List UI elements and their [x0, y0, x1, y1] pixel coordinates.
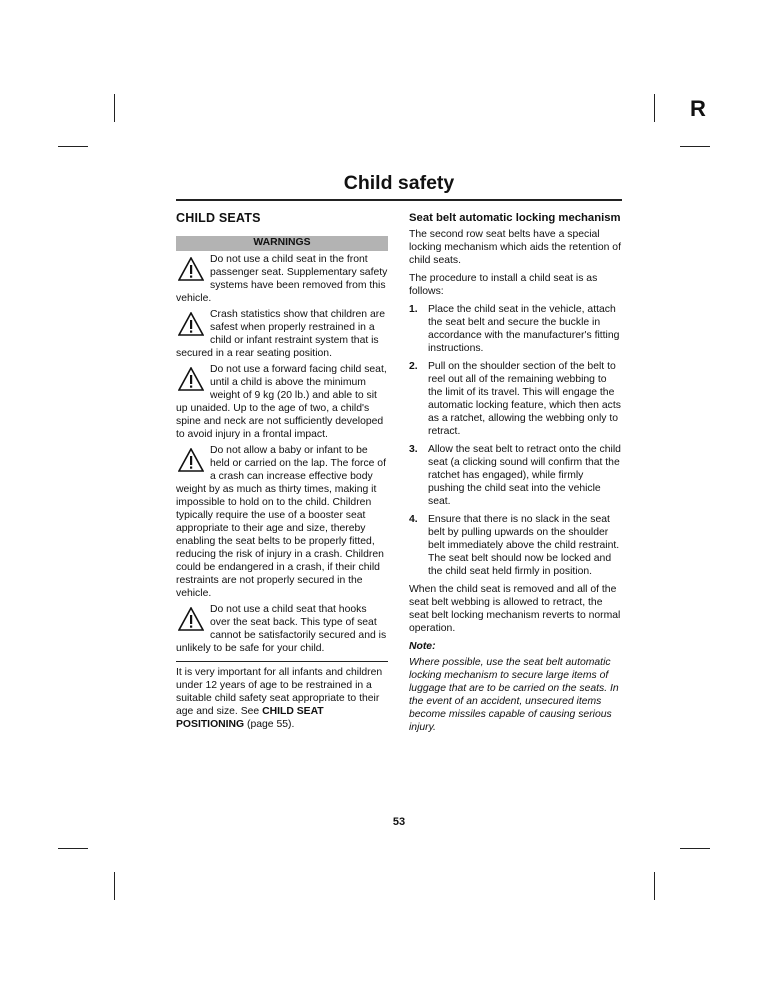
- title-rule: [176, 199, 622, 201]
- cross-reference-link[interactable]: CHILD SEAT POSITIONING: [176, 706, 324, 730]
- child-seats-heading: CHILD SEATS: [176, 211, 261, 225]
- step-text: Place the child seat in the vehicle, attach the seat belt and secure the buckle in accordance with the manufacturer's fitting instructions.: [428, 304, 620, 354]
- intro-paragraph: The second row seat belts have a special locking mechanism which aids the retention of child seats.: [409, 229, 621, 266]
- step-number: 1.: [409, 304, 418, 315]
- crop-mark-bottom-left-h: [58, 848, 88, 849]
- warning-item: [176, 444, 388, 600]
- warning-triangle-icon: [178, 367, 204, 391]
- step-number: 3.: [409, 444, 418, 455]
- note-label: Note:: [409, 641, 436, 652]
- step-item: [409, 360, 621, 438]
- warning-item: [176, 363, 388, 441]
- warning-triangle-icon: [178, 257, 204, 281]
- right-column: [409, 212, 621, 739]
- left-column: [176, 212, 388, 736]
- step-item: [409, 513, 621, 578]
- crop-mark-bottom-left: [114, 872, 115, 900]
- warning-item: [176, 603, 388, 655]
- step-number: 4.: [409, 514, 418, 525]
- body-text: It is very important for all infants and children under 12 years of age to be restrained in a suitable child safety seat appropriate to their age and size. See: [176, 667, 383, 717]
- crop-mark-top-right-h: [680, 146, 710, 147]
- warning-item: [176, 253, 388, 305]
- warning-text: Do not use a child seat that hooks over the seat back. This type of seat cannot be satisfactorily secured and is unlikely to be safe for your child.: [176, 604, 387, 654]
- warning-triangle-icon: [178, 312, 204, 336]
- warning-triangle-icon: [178, 607, 204, 631]
- crop-mark-bottom-right-h: [680, 848, 710, 849]
- procedure-intro: The procedure to install a child seat is as follows:: [409, 273, 598, 297]
- step-item: [409, 443, 621, 508]
- warnings-end-rule: [176, 661, 388, 662]
- warning-text: Do not use a forward facing child seat, until a child is above the minimum weight of 9 kg (20 lb.) and able to sit up unaided. Up to the age of two, a child's spine and neck are not sufficiently developed to avoid injury in a frontal impact.: [176, 364, 387, 440]
- crop-mark-top-left-h: [58, 146, 88, 147]
- step-number: 2.: [409, 361, 418, 372]
- step-text: Pull on the shoulder section of the belt to reel out all of the remaining webbing to the limit of its travel. This will engage the automatic locking feature, which then acts as a ratchet, allowing the webbing only to retract.: [428, 361, 621, 437]
- warning-triangle-icon: [178, 448, 204, 472]
- warnings-bar: WARNINGS: [176, 236, 388, 251]
- warning-item: [176, 308, 388, 360]
- warning-text: Do not use a child seat in the front passenger seat. Supplementary safety systems have been removed from this vehicle.: [176, 254, 388, 304]
- step-text: Ensure that there is no slack in the seat belt by pulling upwards on the shoulder belt immediately above the child restraint. The seat belt should now be locked and the child seat held firmly in position.: [428, 514, 620, 577]
- cross-reference-page: (page 55).: [247, 719, 295, 730]
- warning-text: Crash statistics show that children are safest when properly restrained in a child or infant restraint system that is secured in a rear seating position.: [176, 309, 385, 359]
- body-paragraph: [176, 666, 388, 731]
- locking-mechanism-heading: Seat belt automatic locking mechanism: [409, 212, 621, 224]
- section-tab-letter: R: [690, 96, 706, 121]
- step-item: [409, 303, 621, 355]
- note-text: Where possible, use the seat belt automatic locking mechanism to secure large items of luggage that are to be carried on the seats. In the event of an accident, unsecured items become missiles capable of causing serious injury.: [409, 657, 619, 733]
- crop-mark-top-right: [654, 94, 655, 122]
- crop-mark-top-left: [114, 94, 115, 122]
- page-title: Child safety: [343, 172, 455, 194]
- page-number: 53: [392, 816, 406, 828]
- after-paragraph: When the child seat is removed and all of the seat belt webbing is allowed to retract, the seat belt locking mechanism reverts to normal operation.: [409, 584, 621, 634]
- step-text: Allow the seat belt to retract onto the child seat (a clicking sound will confirm that the ratchet has engaged), while firmly pushing the child seat into the vehicle seat.: [428, 444, 621, 507]
- procedure-steps: [409, 303, 621, 578]
- warning-text: Do not allow a baby or infant to be held or carried on the lap. The force of a crash can increase effective body weight by as much as thirty times, making it impossible to hold on to the child. Children typically require the use of a booster seat appropriate to their age and size, thereby enabling the seat belts to be properly fitted, reducing the risk of injury in a crash. Children could be endangered in a crash, if their child restraints are not properly secured in the vehicle.: [176, 445, 386, 599]
- crop-mark-bottom-right: [654, 872, 655, 900]
